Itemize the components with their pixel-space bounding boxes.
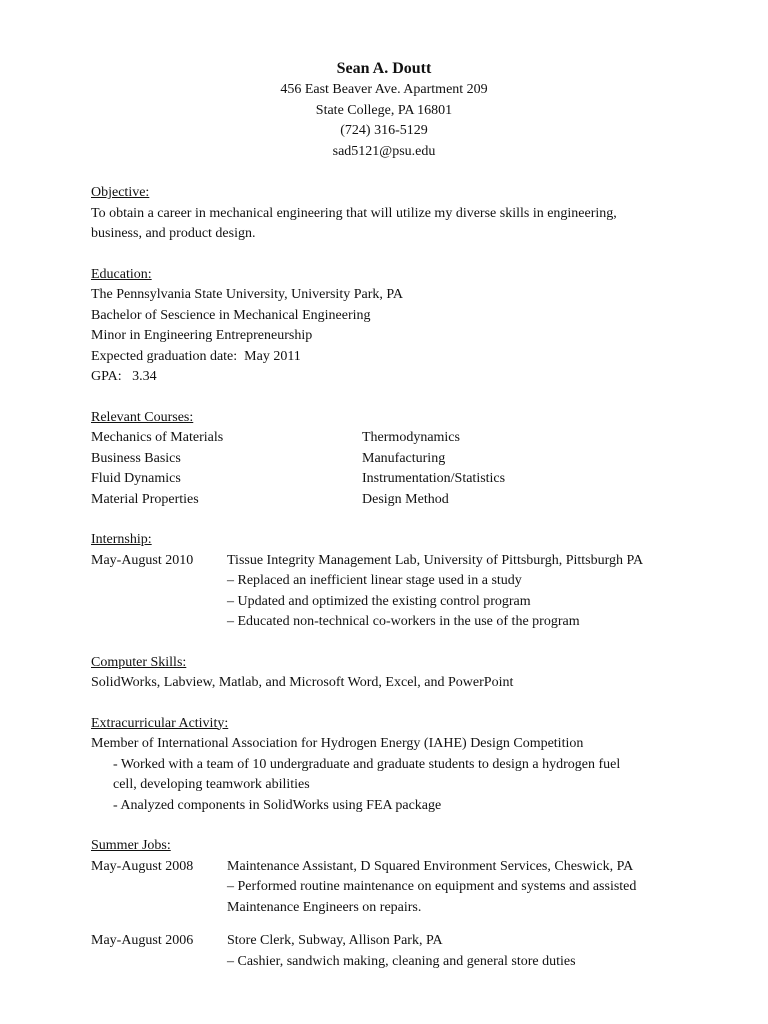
objective-text-line: business, and product design. <box>91 226 256 241</box>
resume-header <box>0 58 768 162</box>
course-item: Instrumentation/Statistics <box>362 471 506 486</box>
education-minor: Minor in Engineering Entrepreneurship <box>91 328 313 343</box>
summer-job-entry <box>91 931 691 972</box>
address-line-1: 456 East Beaver Ave. Apartment 209 <box>280 82 488 97</box>
course-item: Manufacturing <box>362 450 446 466</box>
summer-job-details <box>227 931 691 972</box>
activity-bullets <box>91 755 691 817</box>
education-heading: Education: <box>91 266 152 282</box>
course-item: Material Properties <box>91 491 199 507</box>
education-degree: Bachelor of Sescience in Mechanical Engineering <box>91 307 371 323</box>
summer-job-duty: – Cashier, sandwich making, cleaning and general store duties <box>227 953 576 969</box>
summer-jobs-heading: Summer Jobs: <box>91 838 171 853</box>
skills-heading: Computer Skills: <box>91 654 187 670</box>
address-line-2: State College, PA 16801 <box>315 102 453 118</box>
objective-heading: Objective: <box>91 185 150 200</box>
education-gpa: GPA: 3.34 <box>91 369 157 384</box>
internship-duty: – Educated non-technical co-workers in the use of the program <box>227 614 580 629</box>
internship-details <box>227 551 691 633</box>
internship-date: May-August 2010 <box>91 552 194 568</box>
education-graduation: Expected graduation date: May 2011 <box>91 348 301 364</box>
objective-text-line: To obtain a career in mechanical engineering that will utilize my diverse skills in engineering, <box>91 205 617 221</box>
candidate-name: Sean A. Doutt <box>336 60 432 77</box>
internship-heading: Internship: <box>91 532 152 547</box>
courses-list <box>91 428 691 510</box>
activity-bullet: - Analyzed components in SolidWorks using FEA package <box>113 797 442 813</box>
course-item: Mechanics of Materials <box>91 430 224 445</box>
summer-job-date: May-August 2008 <box>91 858 194 874</box>
activity-membership: Member of International Association for Hydrogen Energy (IAHE) Design Competition <box>91 736 584 751</box>
course-item: Design Method <box>362 491 449 507</box>
activity-bullet-continuation: cell, developing teamwork abilities <box>113 777 310 792</box>
internship-employer: Tissue Integrity Management Lab, University of Pittsburgh, Pittsburgh PA <box>227 552 644 568</box>
phone-number: (724) 316-5129 <box>340 123 428 138</box>
skills-section <box>91 653 691 694</box>
course-item: Fluid Dynamics <box>91 471 181 486</box>
summer-job-employer: Store Clerk, Subway, Allison Park, PA <box>227 933 443 948</box>
internship-duty: – Replaced an inefficient linear stage used in a study <box>227 573 522 588</box>
education-school: The Pennsylvania State University, University Park, PA <box>91 287 403 302</box>
internship-entry <box>91 551 691 633</box>
course-item: Thermodynamics <box>362 430 460 445</box>
resume-body <box>91 183 691 992</box>
summer-job-duty-continuation: Maintenance Engineers on repairs. <box>227 899 422 915</box>
objective-section <box>91 183 691 245</box>
summer-job-details <box>227 857 691 919</box>
entry-spacer <box>91 918 691 931</box>
summer-jobs-section <box>91 836 691 972</box>
summer-job-date: May-August 2006 <box>91 933 194 948</box>
course-item: Business Basics <box>91 450 181 466</box>
internship-section <box>91 530 691 633</box>
summer-job-duty: – Performed routine maintenance on equipment and systems and assisted <box>227 879 637 894</box>
email-address: sad5121@psu.edu <box>332 143 436 159</box>
summer-job-entry <box>91 857 691 919</box>
courses-section <box>91 408 691 511</box>
education-section <box>91 265 691 388</box>
summer-job-employer: Maintenance Assistant, D Squared Environment Services, Cheswick, PA <box>227 858 634 874</box>
internship-duty: – Updated and optimized the existing control program <box>227 593 531 609</box>
activity-bullet: - Worked with a team of 10 undergraduate and graduate students to design a hydrogen fuel <box>113 756 621 772</box>
courses-heading: Relevant Courses: <box>91 409 194 425</box>
activity-section <box>91 714 691 817</box>
activity-heading: Extracurricular Activity: <box>91 715 229 731</box>
skills-text: SolidWorks, Labview, Matlab, and Microsoft Word, Excel, and PowerPoint <box>91 675 514 690</box>
